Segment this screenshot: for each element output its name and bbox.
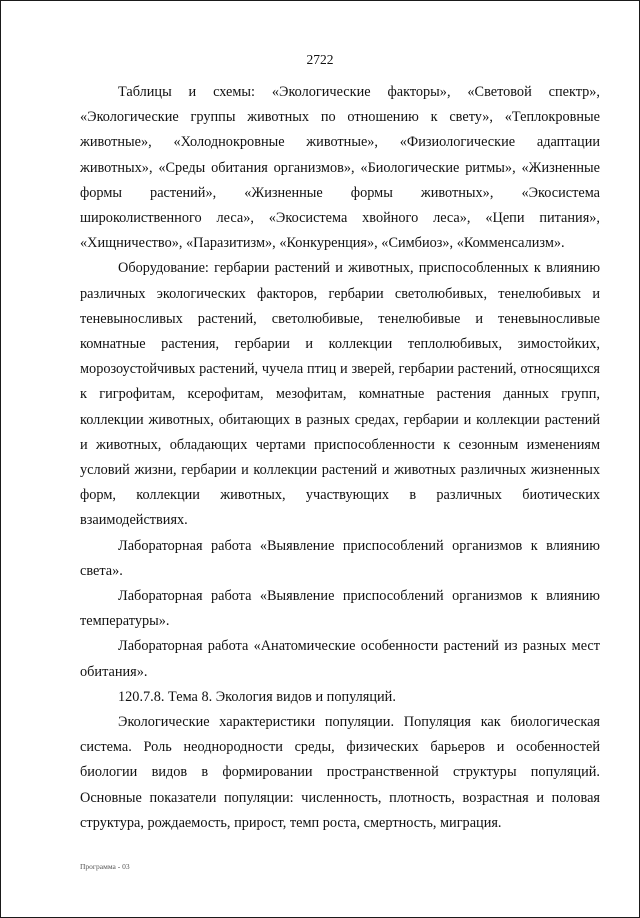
page-number: 2722 — [306, 52, 334, 67]
document-body — [80, 80, 600, 836]
paragraph-equipment: Оборудование: гербарии растений и животных, приспособленных к влиянию различных экологических факторов, гербарии светолюбивых, тенелюбивых и теневыносливых растений, светолюбивые, тенелюбивые и теневыносливые комнатные растения, гербарии и коллекции теплолюбивых, зимостойких, морозоустойчивых растений, чучела птиц и зверей, гербарии растений, относящихся к гигрофитам, ксерофитам, мезофитам, комнатные растения данных групп, коллекции животных, обитающих в разных средах, гербарии и коллекции растений и животных, обладающих чертами приспособленности к сезонным изменениям условий жизни, гербарии и коллекции растений и животных различных жизненных форм, коллекции животных, участвующих в различных биотических взаимодействиях. — [80, 260, 600, 529]
paragraph-lab-work-anatomy: Лабораторная работа «Анатомические особенности растений из разных мест обитания». — [80, 638, 600, 680]
paragraph-lab-work-temperature: Лабораторная работа «Выявление приспособлений организмов к влиянию температуры». — [80, 588, 600, 630]
paragraph-population-ecology: Экологические характеристики популяции. Популяция как биологическая система. Роль неоднородности среды, физических барьеров и особенностей биологии видов в формировании пространственной структуры популяций. Основные показатели популяции: численность, плотность, возрастная и половая структура, рождаемость, прирост, темп роста, смертность, миграция. — [80, 714, 600, 831]
paragraph-lab-work-light: Лабораторная работа «Выявление приспособлений организмов к влиянию света». — [80, 537, 600, 579]
paragraph-tables-and-schemes: Таблицы и схемы: «Экологические факторы», «Световой спектр», «Экологические группы животных по отношению к свету», «Теплокровные животные», «Холоднокровные животные», «Физиологические адаптации животных», «Среды обитания организмов», «Биологические ритмы», «Жизненные формы растений», «Жизненные формы животных», «Экосистема широколиственного леса», «Экосистема хвойного леса», «Цепи питания», «Хищничество», «Паразитизм», «Конкуренция», «Симбиоз», «Комменсализм». — [80, 84, 600, 252]
section-heading: 120.7.8. Тема 8. Экология видов и популяций. — [118, 688, 396, 705]
footer-label: Программа - 03 — [80, 862, 130, 871]
